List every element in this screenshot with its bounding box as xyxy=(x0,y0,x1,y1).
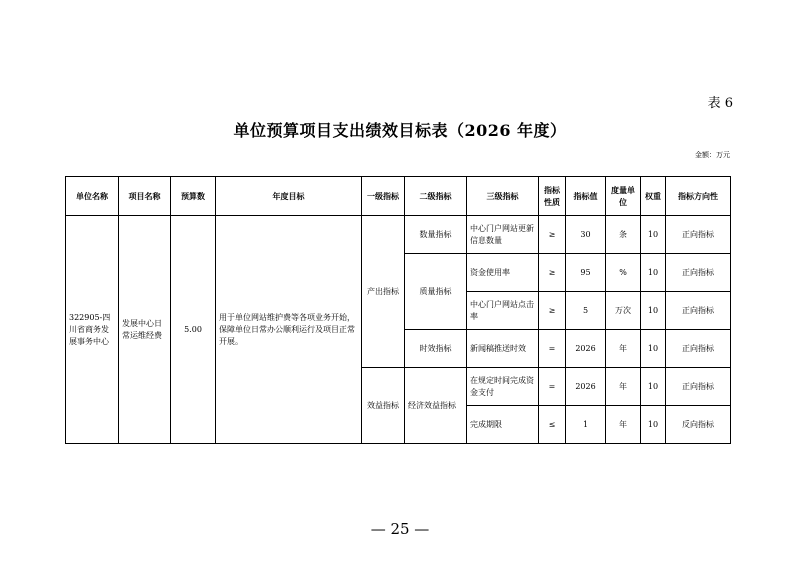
nature-cell: ≥ xyxy=(539,254,566,292)
annual-goal-cell: 用于单位网站维护费等各项业务开始，保障单位日常办公顺利运行及项目正常开展。 xyxy=(216,216,362,444)
level2-economic-cell: 经济效益指标 xyxy=(405,368,467,444)
value-cell: 2026 xyxy=(566,368,606,406)
header-weight: 权重 xyxy=(641,177,666,216)
measure-unit-cell: 条 xyxy=(606,216,641,254)
budget-cell: 5.00 xyxy=(171,216,216,444)
header-nature: 指标性质 xyxy=(539,177,566,216)
header-measure-unit: 度量单位 xyxy=(606,177,641,216)
header-value: 指标值 xyxy=(566,177,606,216)
header-unit-name: 单位名称 xyxy=(66,177,119,216)
weight-cell: 10 xyxy=(641,216,666,254)
weight-cell: 10 xyxy=(641,292,666,330)
header-level2: 二级指标 xyxy=(405,177,467,216)
header-project-name: 项目名称 xyxy=(119,177,171,216)
header-direction: 指标方向性 xyxy=(666,177,731,216)
level3-cell: 中心门户网站更新信息数量 xyxy=(467,216,539,254)
direction-cell: 正向指标 xyxy=(666,368,731,406)
page-title: 单位预算项目支出绩效目标表（2026 年度） xyxy=(233,121,567,140)
measure-unit-cell: 年 xyxy=(606,330,641,368)
header-budget: 预算数 xyxy=(171,177,216,216)
weight-cell: 10 xyxy=(641,330,666,368)
level2-quantity-cell: 数量指标 xyxy=(405,216,467,254)
weight-cell: 10 xyxy=(641,406,666,444)
nature-cell: = xyxy=(539,330,566,368)
direction-cell: 正向指标 xyxy=(666,254,731,292)
nature-cell: ≤ xyxy=(539,406,566,444)
level3-cell: 资金使用率 xyxy=(467,254,539,292)
level2-timeliness-cell: 时效指标 xyxy=(405,330,467,368)
direction-cell: 正向指标 xyxy=(666,216,731,254)
level3-cell: 在规定时间完成资金支付 xyxy=(467,368,539,406)
level1-benefit-cell: 效益指标 xyxy=(362,368,405,444)
weight-cell: 10 xyxy=(641,368,666,406)
value-cell: 5 xyxy=(566,292,606,330)
direction-cell: 正向指标 xyxy=(666,292,731,330)
page-number: — 25 — xyxy=(370,520,430,538)
nature-cell: ≥ xyxy=(539,292,566,330)
level2-quality-cell: 质量指标 xyxy=(405,254,467,330)
nature-cell: ≥ xyxy=(539,216,566,254)
level3-cell: 中心门户网站点击率 xyxy=(467,292,539,330)
value-cell: 30 xyxy=(566,216,606,254)
nature-cell: = xyxy=(539,368,566,406)
level3-cell: 完成期限 xyxy=(467,406,539,444)
table-header-row xyxy=(66,177,731,216)
direction-cell: 正向指标 xyxy=(666,330,731,368)
header-annual-goal: 年度目标 xyxy=(216,177,362,216)
level3-cell: 新闻稿推送时效 xyxy=(467,330,539,368)
unit-name-cell: 322905-四川省商务发展事务中心 xyxy=(66,216,119,444)
measure-unit-cell: 万次 xyxy=(606,292,641,330)
value-cell: 2026 xyxy=(566,330,606,368)
value-cell: 1 xyxy=(566,406,606,444)
header-level3: 三级指标 xyxy=(467,177,539,216)
level1-output-cell: 产出指标 xyxy=(362,216,405,368)
amount-unit: 金额：万元 xyxy=(695,151,730,159)
header-level1: 一级指标 xyxy=(362,177,405,216)
value-cell: 95 xyxy=(566,254,606,292)
measure-unit-cell: 年 xyxy=(606,406,641,444)
direction-cell: 反向指标 xyxy=(666,406,731,444)
weight-cell: 10 xyxy=(641,254,666,292)
table-row xyxy=(66,216,731,254)
project-name-cell: 发展中心日常运维经费 xyxy=(119,216,171,444)
table-number: 表 6 xyxy=(707,96,733,111)
measure-unit-cell: 年 xyxy=(606,368,641,406)
measure-unit-cell: % xyxy=(606,254,641,292)
performance-goal-table xyxy=(65,176,731,444)
